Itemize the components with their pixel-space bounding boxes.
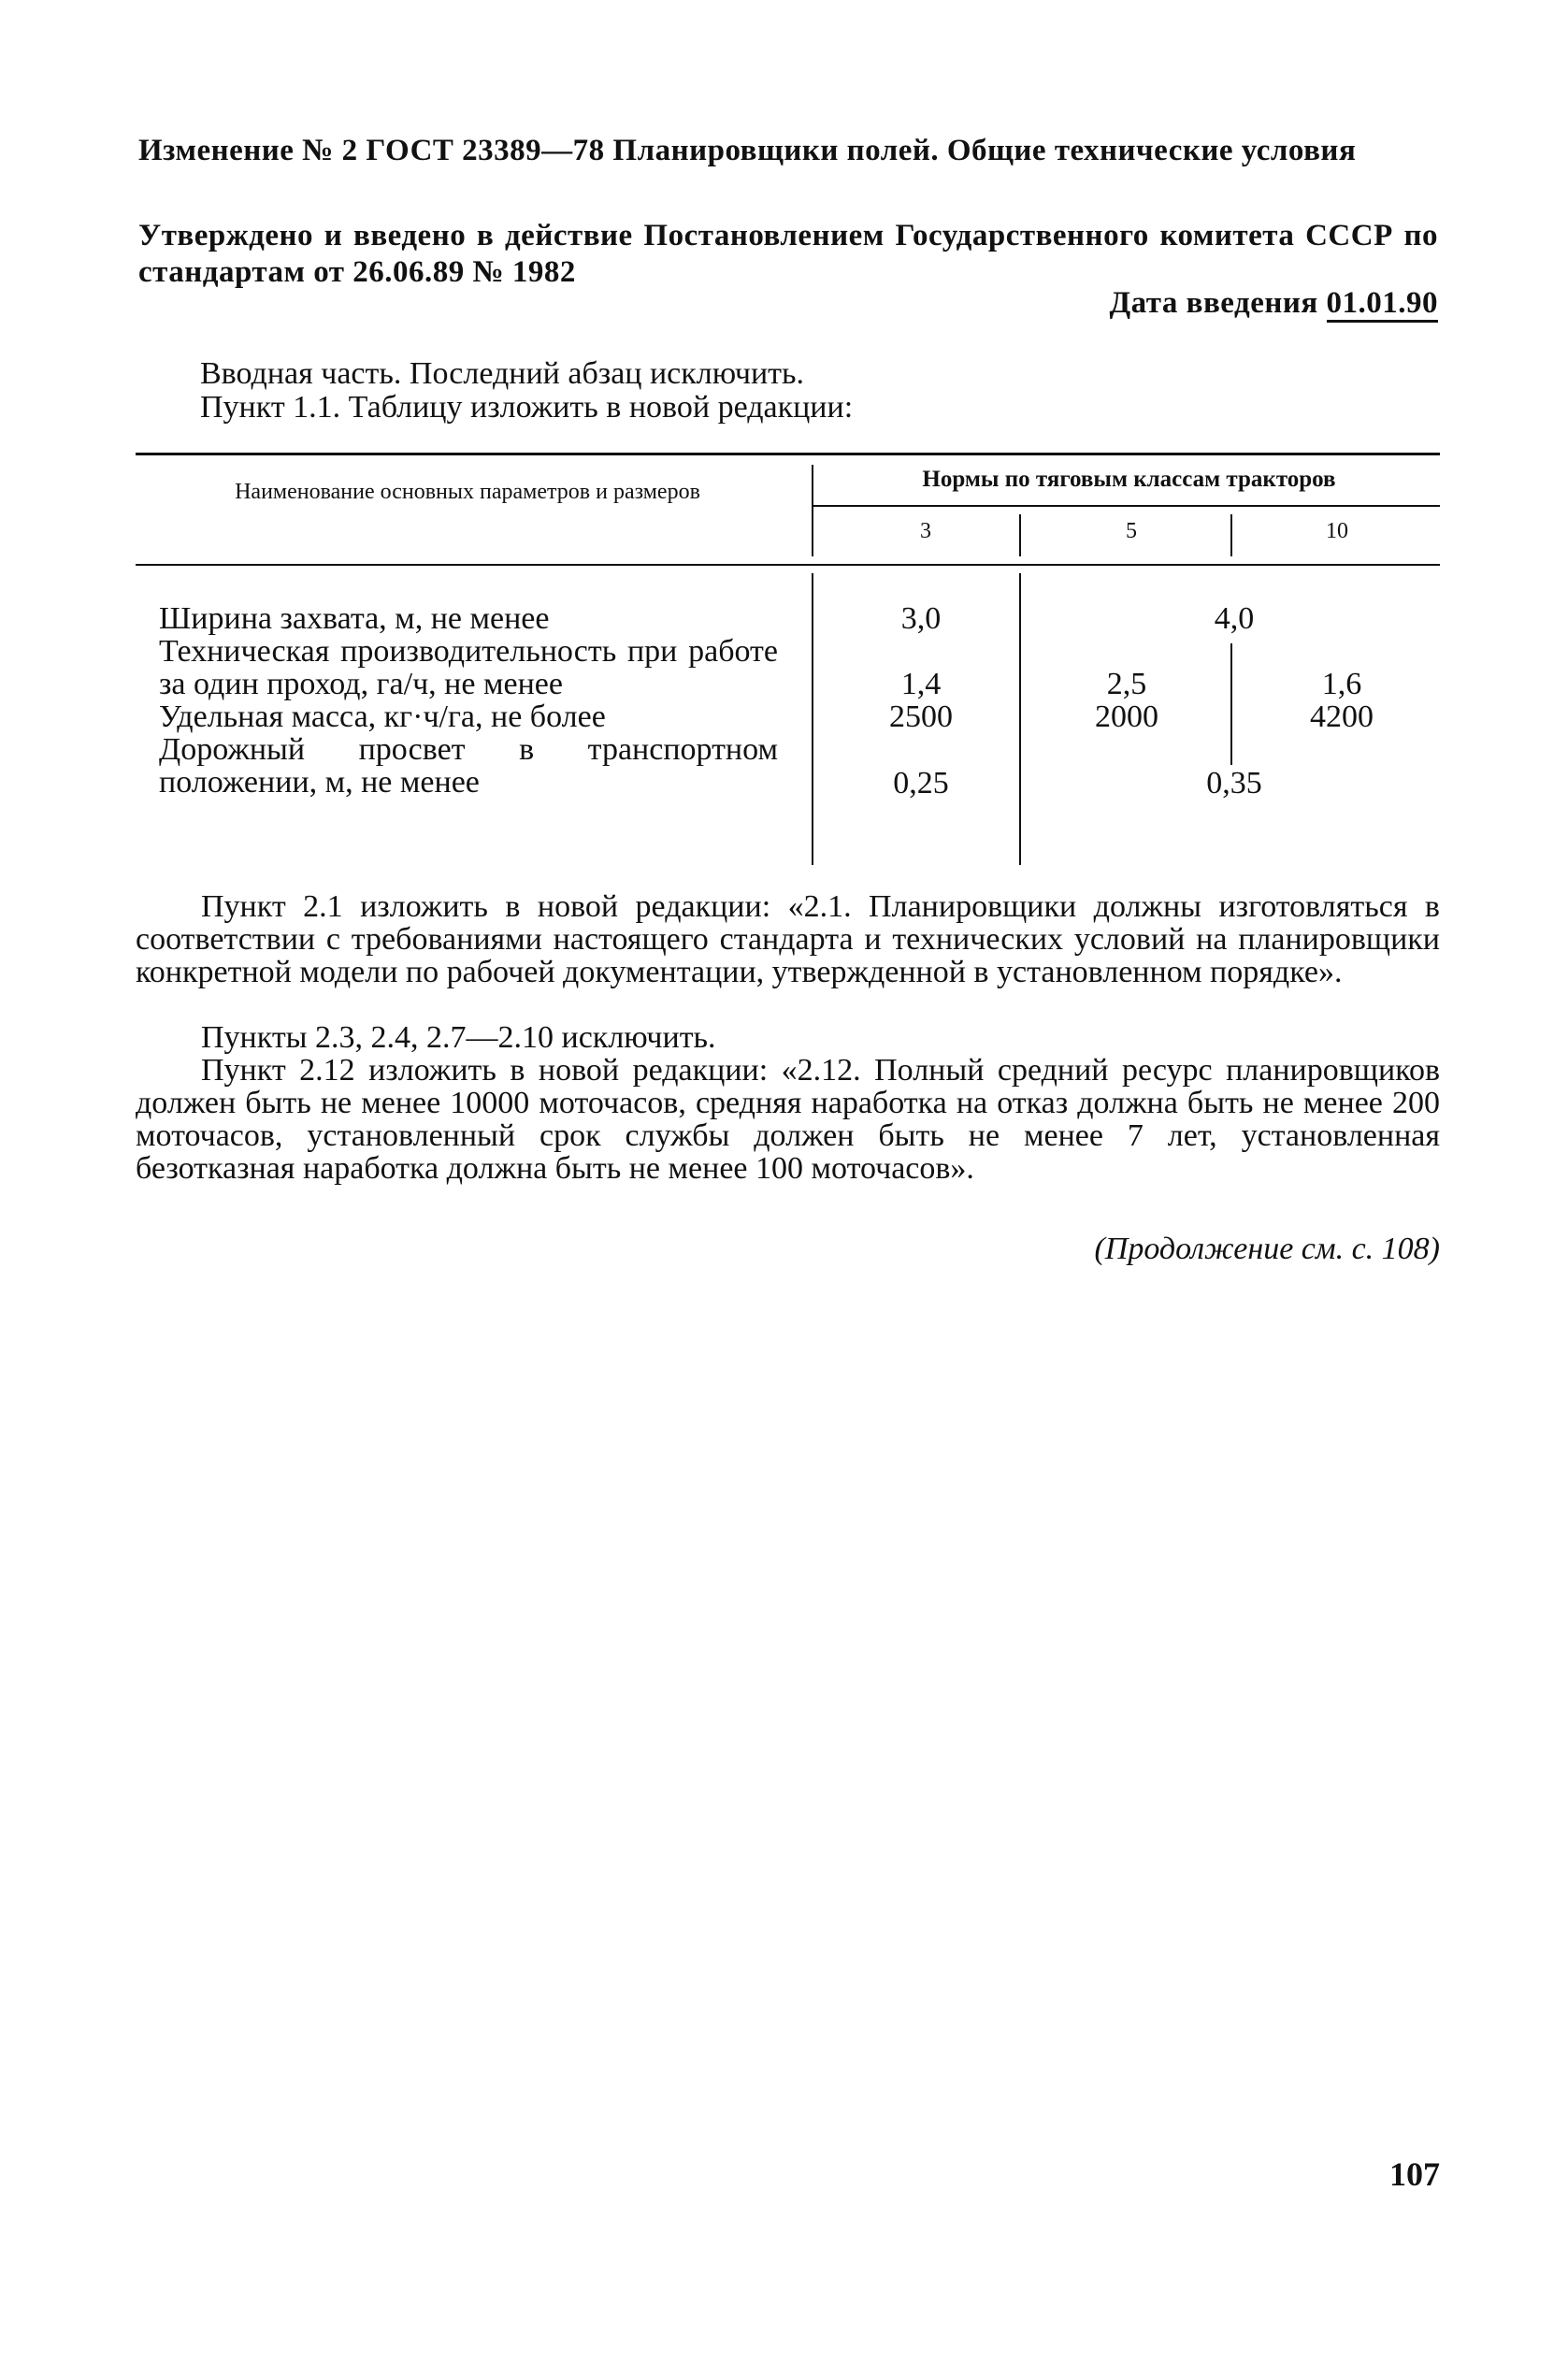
row-width-class-5-10: 4,0 (1214, 601, 1255, 636)
table-vline-header-2 (1019, 514, 1021, 556)
table-header-rule (136, 564, 1440, 566)
paragraph-2-3: Пункты 2.3, 2.4, 2.7—2.10 исключить. (201, 1020, 716, 1055)
change-title: Изменение № 2 ГОСТ 23389—78 Планировщики полей. Общие технические условия (138, 134, 1357, 167)
table-vline-header-1 (812, 465, 813, 556)
row-clearance-class-3: 0,25 (893, 766, 949, 800)
row-clearance-class-5-10: 0,35 (1206, 766, 1262, 800)
row-mass-class-10: 4200 (1310, 699, 1374, 734)
row-productivity-class-3: 1,4 (900, 667, 942, 701)
row-productivity-class-10: 1,6 (1321, 667, 1362, 701)
row-productivity-class-5: 2,5 (1106, 667, 1147, 701)
row-name-mass: Удельная масса, кг·ч/га, не более (159, 699, 606, 734)
date-value: 01.01.90 (1327, 286, 1439, 323)
continuation-note: (Продолжение см. с. 108) (1094, 1232, 1440, 1266)
class-header-5: 5 (1126, 519, 1137, 543)
row-mass-class-3: 2500 (889, 699, 953, 734)
intro-line-1: Вводная часть. Последний абзац исключить. (200, 356, 805, 391)
row-name-width: Ширина захвата, м, не менее (159, 601, 550, 636)
paragraph-2-1: Пункт 2.1 изложить в новой редакции: «2.1. Планировщики должны изготовляться в соответствии с требованиями настоящего стандарта и технических условий на планировщики конкретной модели по рабочей документации, утвержденной в установленном порядке». (136, 889, 1440, 989)
class-header-10: 10 (1326, 519, 1348, 543)
column-header-norms: Нормы по тяговым классам тракторов (922, 467, 1336, 492)
page-number: 107 (1389, 2155, 1440, 2193)
table-vline-body-3 (1230, 643, 1232, 765)
intro-line-2: Пункт 1.1. Таблицу изложить в новой редакции: (200, 390, 854, 425)
row-width-class-3: 3,0 (900, 601, 942, 636)
class-header-3: 3 (920, 519, 931, 543)
table-top-rule (136, 453, 1440, 455)
row-name-clearance: Дорожный просвет в транспортном положении, м, не менее (159, 732, 778, 800)
column-header-parameters: Наименование основных параметров и размеров (235, 480, 700, 504)
table-norms-rule (813, 505, 1440, 507)
table-vline-body-2 (1019, 573, 1021, 865)
table-vline-body-1 (812, 573, 813, 865)
row-mass-class-5: 2000 (1095, 699, 1158, 734)
row-name-productivity: Техническая производительность при работе за один проход, га/ч, не менее (159, 634, 778, 701)
paragraph-2-12: Пункт 2.12 изложить в новой редакции: «2.12. Полный средний ресурс планировщиков должен быть не менее 10000 моточасов, средняя наработка на отказ должна быть не менее 200 моточасов, установленный срок службы должен быть не менее 7 лет, установленная безотказная наработка должна быть не менее 100 моточасов». (136, 1053, 1440, 1186)
table-vline-header-3 (1230, 514, 1232, 556)
approval-text: Утверждено и введено в действие Постановлением Государственного комитета СССР по стандартам от 26.06.89 № 1982 (138, 219, 1438, 289)
date-label: Дата введения (1109, 286, 1318, 320)
